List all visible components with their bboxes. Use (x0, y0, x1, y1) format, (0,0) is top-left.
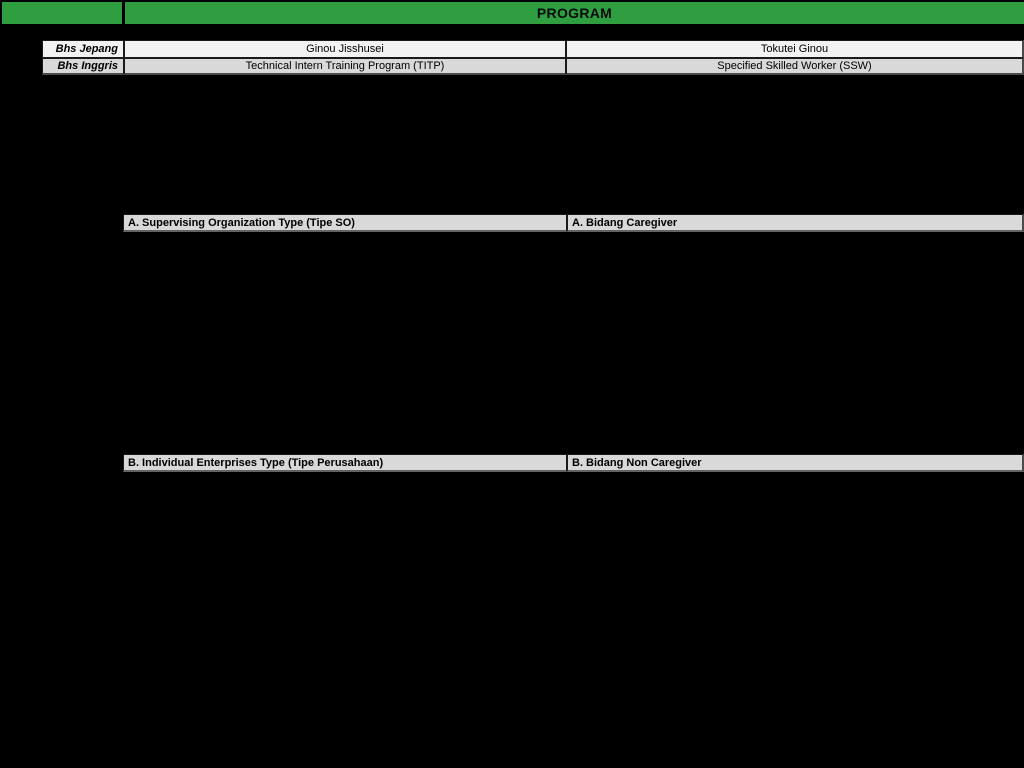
section-b-left-header-cell: B. Individual Enterprises Type (Tipe Perusahaan) (123, 454, 567, 472)
titp-name-japanese-cell: Ginou Jisshusei (124, 40, 566, 58)
section-a-right-header-cell: A. Bidang Caregiver (567, 214, 1024, 232)
ssw-name-japanese-cell: Tokutei Ginou (566, 40, 1024, 58)
program-header-spacer-cell (2, 2, 122, 24)
section-a-left-header-cell: A. Supervising Organization Type (Tipe SO) (123, 214, 567, 232)
program-header-cell: PROGRAM (125, 2, 1024, 24)
language-row-label-inggris: Bhs Inggris (42, 58, 124, 75)
language-row-label-jepang: Bhs Jepang (42, 40, 124, 58)
section-b-right-header-cell: B. Bidang Non Caregiver (567, 454, 1024, 472)
ssw-name-english-cell: Specified Skilled Worker (SSW) (566, 58, 1024, 75)
titp-name-english-cell: Technical Intern Training Program (TITP) (124, 58, 566, 75)
